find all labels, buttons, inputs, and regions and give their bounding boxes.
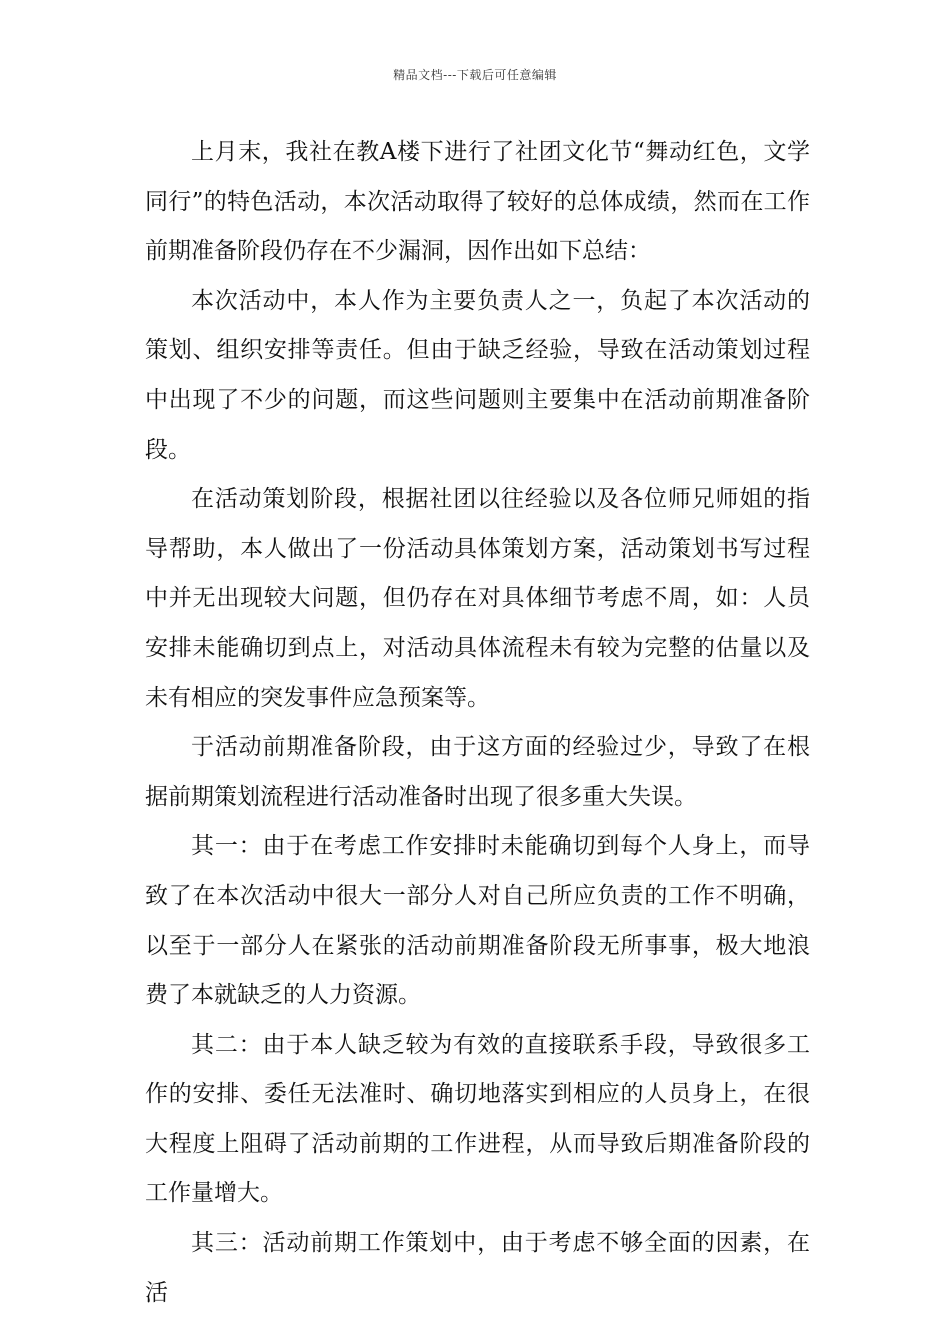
- paragraph: 在活动策划阶段，根据社团以往经验以及各位师兄师姐的指导帮助，本人做出了一份活动具体策划方案，活动策划书写过程中并无出现较大问题，但仍存在对具体细节考虑不周，如：人员安排未能确切到点上，对活动具体流程未有较为完整的估量以及未有相应的突发事件应急预案等。: [145, 486, 810, 711]
- paragraph: 其三：活动前期工作策划中，由于考虑不够全面的因素，在活: [145, 1230, 810, 1306]
- paragraph: 其一：由于在考虑工作安排时未能确切到每个人身上，而导致了在本次活动中很大一部分人对自己所应负责的工作不明确，以至于一部分人在紧张的活动前期准备阶段无所事事，极大地浪费了本就缺乏的人力资源。: [145, 833, 810, 1009]
- paragraph: 上月末，我社在教A楼下进行了社团文化节“舞动红色，文学同行”的特色活动，本次活动取得了较好的总体成绩，然而在工作前期准备阶段仍存在不少漏洞，因作出如下总结：: [145, 139, 810, 265]
- page-header: 精品文档---下载后可任意编辑: [393, 68, 557, 82]
- paragraph: 其二：由于本人缺乏较为有效的直接联系手段，导致很多工作的安排、委任无法准时、确切地落实到相应的人员身上，在很大程度上阻碍了活动前期的工作进程，从而导致后期准备阶段的工作量增大。: [145, 1031, 810, 1207]
- paragraph: 本次活动中，本人作为主要负责人之一，负起了本次活动的策划、组织安排等责任。但由于缺乏经验，导致在活动策划过程中出现了不少的问题，而这些问题则主要集中在活动前期准备阶段。: [145, 287, 810, 463]
- document-body: [145, 128, 810, 1318]
- paragraph: 于活动前期准备阶段，由于这方面的经验过少，导致了在根据前期策划流程进行活动准备时出现了很多重大失误。: [145, 734, 810, 810]
